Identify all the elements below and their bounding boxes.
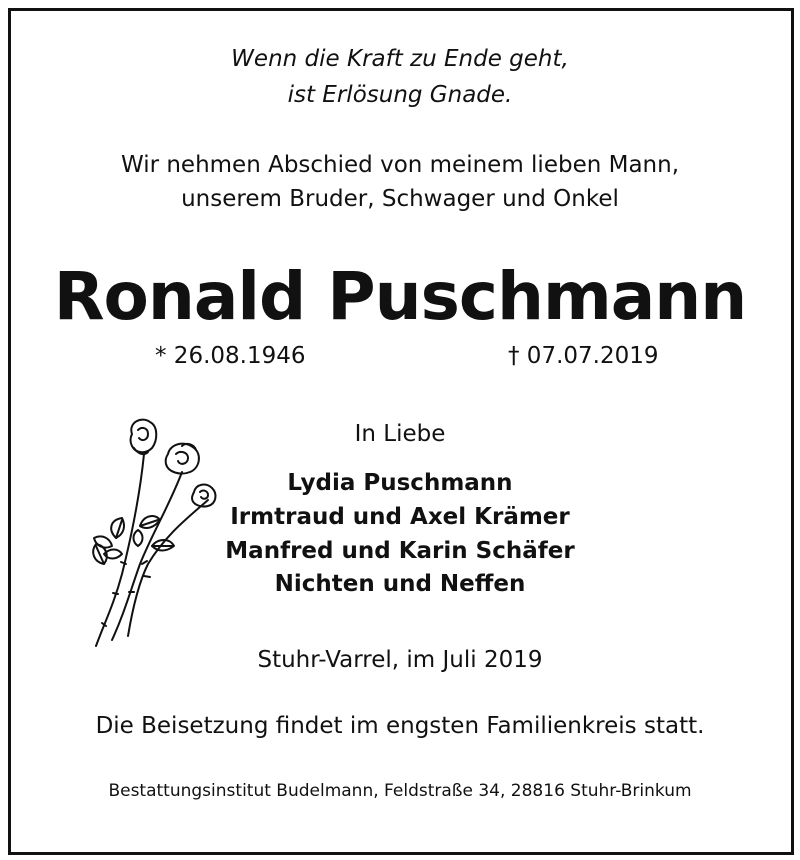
- mourner-4: Nichten und Neffen: [274, 571, 526, 597]
- in-love-line: In Liebe: [354, 421, 446, 447]
- death-date: † 07.07.2019: [508, 343, 659, 369]
- motto-line-2: ist Erlösung Gnade.: [287, 82, 513, 108]
- mourner-2: Irmtraud und Axel Krämer: [230, 504, 570, 530]
- undertaker-info: Bestattungsinstitut Budelmann, Feldstraße 34, 28816 Stuhr-Brinkum: [108, 781, 692, 801]
- mourner-3: Manfred und Karin Schäfer: [225, 538, 575, 564]
- intro-line-1: Wir nehmen Abschied von meinem lieben Mann,: [120, 152, 680, 178]
- deceased-name: Ronald Puschmann: [53, 258, 747, 335]
- intro-line-2: unserem Bruder, Schwager und Onkel: [181, 186, 619, 212]
- roses-icon: [82, 414, 222, 654]
- motto-line-1: Wenn die Kraft zu Ende geht,: [231, 46, 569, 72]
- place-date: Stuhr-Varrel, im Juli 2019: [257, 647, 543, 673]
- mourner-1: Lydia Puschmann: [287, 470, 513, 496]
- birth-date: * 26.08.1946: [155, 343, 306, 369]
- burial-note: Die Beisetzung findet im engsten Familienkreis statt.: [95, 713, 705, 739]
